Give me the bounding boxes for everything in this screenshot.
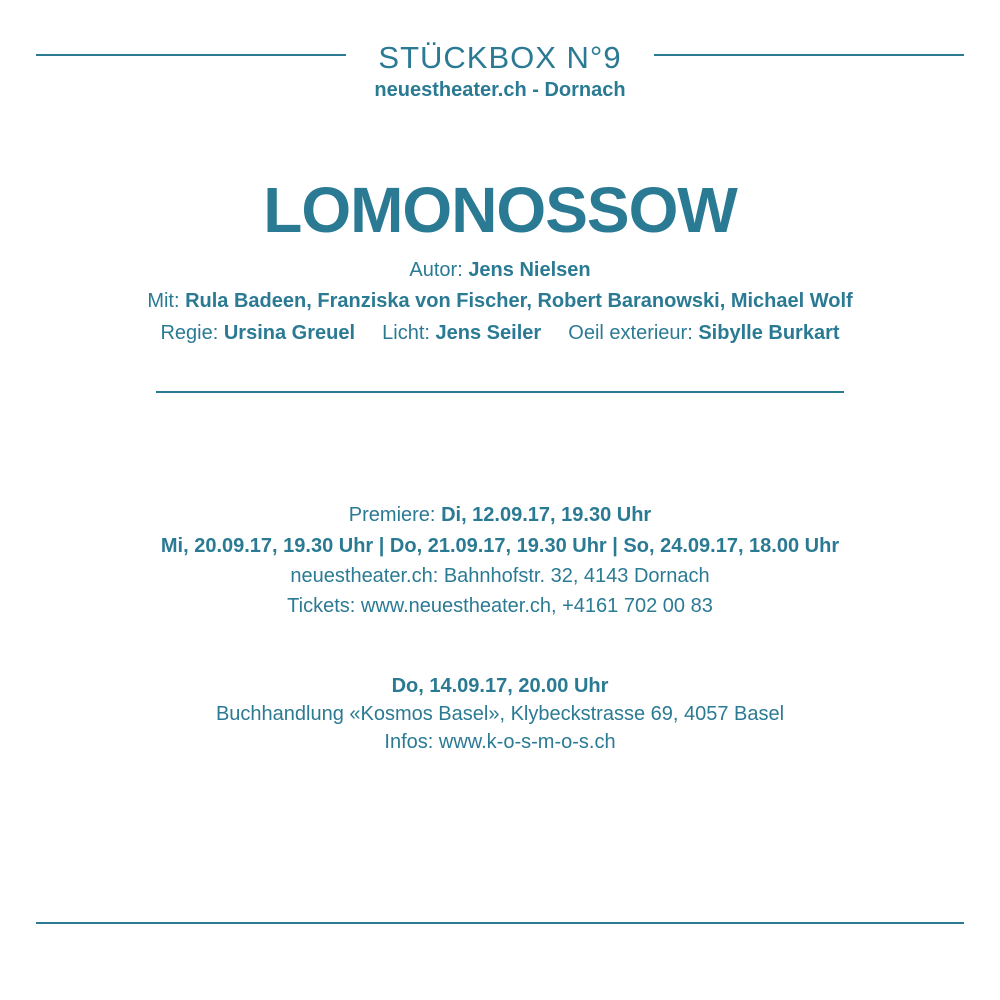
author-name: Jens Nielsen [468,259,591,281]
cast-label: Mit: [147,290,180,312]
director-name: Ursina Greuel [223,322,356,344]
cast-names: Rula Badeen, Franziska von Fischer, Robert Baranowski, Michael Wolf [185,290,853,312]
premiere-line [0,502,1000,528]
light-name: Jens Seiler [435,322,542,344]
play-title: LOMONOSSOW [263,174,737,246]
performance-dates: Mi, 20.09.17, 19.30 Uhr | Do, 21.09.17, 19.30 Uhr | So, 24.09.17, 18.00 Uhr [160,535,840,557]
footer-rule [36,922,964,924]
dornach-address: neuestheater.ch: Bahnhofstr. 32, 4143 Dornach [290,565,710,587]
premiere-date: Di, 12.09.17, 19.30 Uhr [441,504,652,526]
light-label: Licht: [382,322,430,344]
dornach-tickets: Tickets: www.neuestheater.ch, +4161 702 00 83 [287,595,713,617]
basel-venue: Buchhandlung «Kosmos Basel», Klybeckstrasse 69, 4057 Basel [215,703,785,725]
premiere-label: Premiere: [348,504,436,526]
author-line [0,257,1000,283]
crew-line [0,320,1000,346]
oeil-label: Oeil exterieur: [568,322,693,344]
basel-infos: Infos: www.k-o-s-m-o-s.ch [384,731,616,753]
oeil-name: Sibylle Burkart [698,322,840,344]
cast-line [0,288,1000,314]
section-divider [156,391,844,393]
basel-date: Do, 14.09.17, 20.00 Uhr [391,675,609,697]
header-subtitle: neuestheater.ch - Dornach [374,79,626,101]
header-title: STÜCKBOX N°9 [378,40,622,75]
author-label: Autor: [409,259,463,281]
director-label: Regie: [160,322,219,344]
